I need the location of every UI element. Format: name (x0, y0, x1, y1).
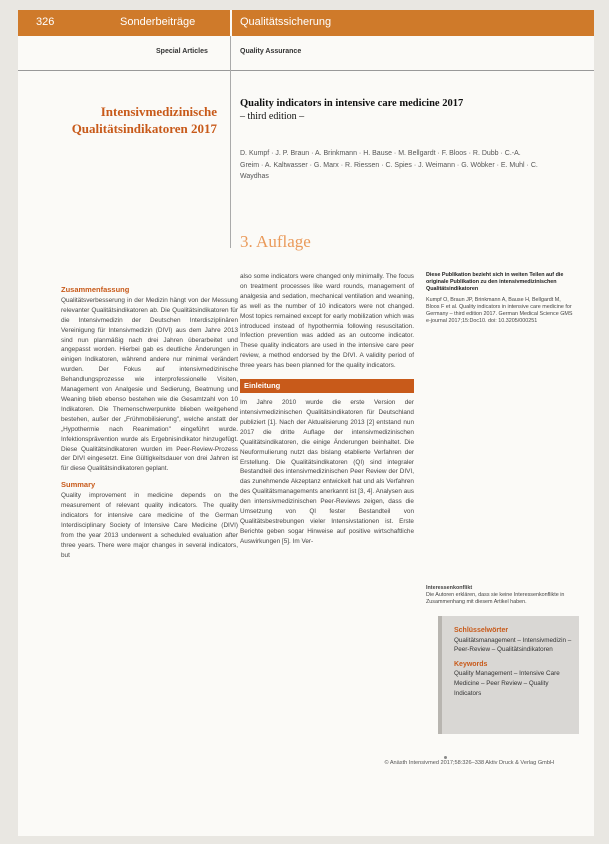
interest-heading: Interessenkonflikt (426, 585, 473, 591)
header-divider (230, 10, 232, 36)
publication-note (426, 272, 574, 325)
section-en: Qualitätssicherung (240, 16, 332, 28)
summary-continued: also some indicators were changed only minimally. The focus on treatment processes like ward rounds, management of analgesia and sedation, mechanical ventilation and weaning, as well as the number of 10 indicators were not changed. Most topics remained except for early mobilization which was introduced instead of hypothermia following resuscitation. Infection prevention was added as an outcome indicator. These quality indicators are used in the intensive care peer review, a method endorsed by the DIVI. A validity period of three years has been planned for the quality indicators. (240, 273, 414, 370)
zusammenfassung-text: Qualitätsverbesserung in der Medizin hängt von der Messung relevanter Qualitätsindikatoren ab. Die Qualitätsindikatoren für die Intensivmedizin der Deutschen Interdisziplinären Vereinigung für Intensivmedizin (DIVI) aus dem Jahre 2013 sind nun planmäßig nach drei Jahren überarbeitet und angepasst worden. Hierbei gab es deutliche Änderungen in einigen Indikatoren, während andere nur minimal verändert wurden. Der Fokus auf intensivmedizinische Behandlungsprozesse wie interprofessionelle Visiten, Management von Analgesie und Sedierung, Beatmung und Weaning blieb ebenso bestehen wie die Gesamtzahl von 10 Indikatoren. Die Themenschwerpunkte blieben weitgehend bestehen, außer der „Frühmobilisierung", welche anstatt der „Hypothermie nach Reanimation" eingeführt wurde. Infektionsprävention wurde als Ergebnisindikator hinzugefügt. Diese Qualitätsindikatoren wurden im Peer-Review-Prozess der DIVI eingesetzt. Eine Gültigkeitsdauer von drei Jahren ist für diese Qualitätsindikatoren geplant. (61, 296, 238, 473)
edition-de: 3. Auflage (240, 232, 311, 251)
section-de: Sonderbeiträge (120, 16, 196, 28)
keywords-en-heading: Keywords (454, 660, 488, 668)
publication-note-text: Kumpf O, Braun JP, Brinkmann A, Bause H, Bellgardt M, Bloos F et al. Quality indicators in intensive care medicine for Germany – third edition 2017. German Medical Science GMS e-journal 2017;15:Doc10. doi: 10.3205/000251 (426, 296, 573, 325)
title-en: Quality indicators in intensive care medicine 2017 (240, 98, 464, 109)
summary-heading: Summary (61, 480, 96, 490)
subheader-left: Special Articles (156, 48, 208, 55)
keywords-box (438, 616, 579, 734)
keywords-de-text: Qualitätsmanagement – Intensivmedizin – Peer-Review – Qualitätsindikatoren (454, 636, 572, 654)
body-column (240, 272, 414, 547)
abstract-column (61, 285, 238, 560)
summary-text: Quality improvement in medicine depends on the measurement of relevant quality indicators. The quality indicators for intensive care medicine of the German Interdisciplinary Society of Intensive Care Medicine (DIVI) from the year 2013 underwent a scheduled evaluation after three years. There were major changes in several indicators, but (61, 492, 238, 559)
interest-text: Die Autoren erklären, dass sie keine Interessenkonflikte in Zusammenhang mit diesem Artikel haben. (426, 592, 565, 606)
publication-note-heading: Diese Publikation bezieht sich in weiten Teilen auf die originale Publikation zu den intensivmedizinischen Qualitätsindikatoren (426, 272, 564, 293)
title-de: Intensivmedizinische Qualitätsindikatoren 2017 (71, 104, 217, 136)
footer-copyright: © Anästh Intensivmed 2017;58:326–338 Aktiv Druck & Verlag GmbH (384, 760, 554, 766)
edition-en: – third edition – (240, 111, 305, 122)
subheader-right: Quality Assurance (240, 48, 302, 55)
divider (18, 70, 594, 71)
conflict-of-interest (426, 585, 574, 607)
einleitung-heading: Einleitung (240, 379, 414, 393)
column-divider (230, 36, 231, 248)
bullet-dot (444, 756, 447, 759)
einleitung-text: Im Jahre 2010 wurde die erste Version der intensivmedizinischen Qualitätsindikatoren für Deutschland publiziert [1]. Nach der Aktualisierung 2013 [2] entstand nun 2017 die dritte Auflage der intensivmedizinischen Qualitätsindikatoren, die einige Änderungen beinhaltet. Die Neuformulierung nutzt das bislang etablierte Verfahren der Erstellung. Die Qualitätsindikatoren (QI) sind integraler Bestandteil des intensivmedizinischen Peer Review der DIVI, das zunehmende Akzeptanz entwickelt hat und als Verfahren des Qualitätsmanagements anerkannt ist [3, 4]. Analysen aus den intensivmedizinischen Peer-Reviews zeigen, dass die Umsetzung von QI fester Bestandteil von Qualitätsbestrebungen vieler Intensivstationen ist. Erste Berichte geben sogar Hinweise auf positive wirtschaftliche Auswirkungen [5]. Im Ver- (240, 399, 414, 545)
keywords-de-heading: Schlüsselwörter (454, 627, 509, 634)
journal-page (18, 10, 594, 836)
page-header-bar (18, 10, 594, 36)
zusammenfassung-heading: Zusammenfassung (61, 285, 130, 294)
keywords-en-text: Quality Management – Intensive Care Medicine – Peer Review – Quality Indicators (454, 670, 560, 697)
author-list: D. Kumpf · J. P. Braun · A. Brinkmann · H. Bause · M. Bellgardt · F. Bloos · R. Dubb · C.-A. Greim · A. Kaltwasser · G. Marx · R. Riessen · C. Spies · J. Weimann · G. Wöbker · E. Muhl · C. Waydhas (240, 150, 538, 180)
page-number: 326 (36, 16, 55, 28)
